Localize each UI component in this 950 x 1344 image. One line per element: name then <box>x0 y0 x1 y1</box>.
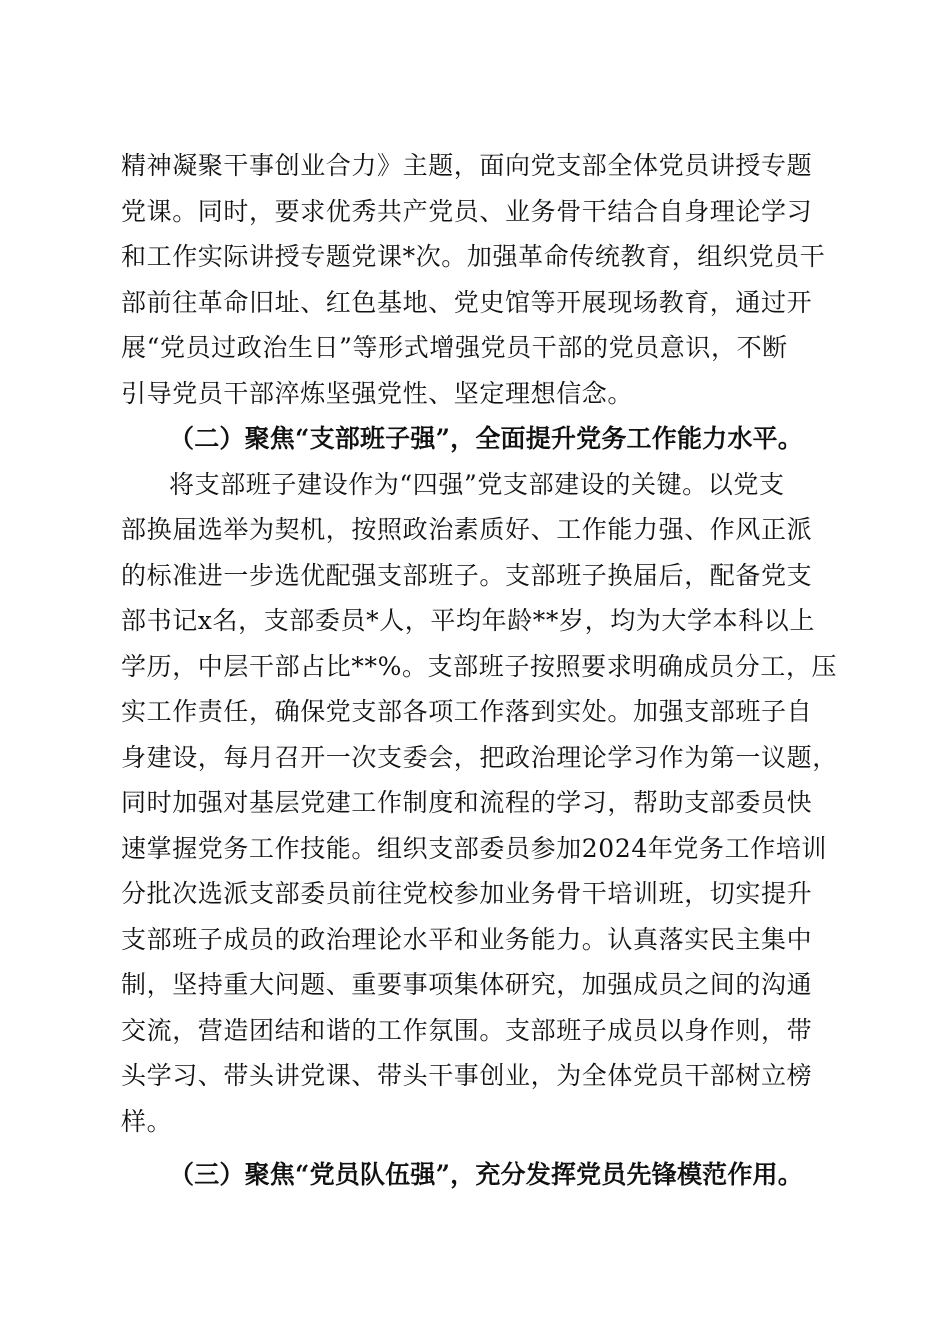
paragraph-spacing <box>121 1144 839 1152</box>
text-line: 部书记x名，支部委员*人，平均年龄**岁，均为大学本科以上 <box>121 606 816 635</box>
text-line: 身建设，每月召开一次支委会，把政治理论学习作为第一议题， <box>121 742 838 772</box>
text-line: 同时加强对基层党建工作制度和流程的学习，帮助支部委员快 <box>121 788 813 817</box>
section-heading-3: （三）聚焦“党员队伍强”，充分发挥党员先锋模范作用。 <box>169 1160 803 1189</box>
text-line: 部换届选举为契机，按照政治素质好、工作能力强、作风正派 <box>121 515 813 544</box>
text-line: 和工作实际讲授专题党课*次。加强革命传统教育，组织党员干 <box>121 242 826 271</box>
document-body <box>121 143 839 1198</box>
text-line: 将支部班子建设作为“四强”党支部建设的关键。以党支 <box>169 469 785 499</box>
text-line: 头学习、带头讲党课、带头干事创业，为全体党员干部树立榜 <box>121 1061 813 1090</box>
text-line: 支部班子成员的政治理论水平和业务能力。认真落实民主集中 <box>121 924 813 954</box>
text-line: 样。 <box>121 1106 173 1136</box>
text-line: 的标准进一步选优配强支部班子。支部班子换届后，配备党支 <box>121 560 813 590</box>
text-line: 制，坚持重大问题、重要事项集体研究，加强成员之间的沟通 <box>121 970 813 999</box>
paragraph-branch-committee <box>121 462 839 1145</box>
section-heading-2: （二）聚焦“支部班子强”，全面提升党务工作能力水平。 <box>169 424 803 453</box>
text-line: 交流，营造团结和谐的工作氛围。支部班子成员以身作则，带 <box>121 1015 813 1045</box>
text-line: 分批次选派支部委员前往党校参加业务骨干培训班，切实提升 <box>121 879 813 908</box>
text-line: 速掌握党务工作技能。组织支部委员参加2024年党务工作培训 <box>121 833 828 863</box>
text-line: 学历，中层干部占比**%。支部班子按照要求明确成员分工，压 <box>121 651 838 681</box>
paragraph-continued <box>121 143 839 416</box>
text-line: 精神凝聚干事创业合力》主题，面向党支部全体党员讲授专题 <box>121 151 813 180</box>
text-line: 展“党员过政治生日”等形式增强党员干部的党员意识，不断 <box>121 333 788 362</box>
text-line: 部前往革命旧址、红色基地、党史馆等开展现场教育，通过开 <box>121 287 813 317</box>
text-line: 党课。同时，要求优秀共产党员、业务骨干结合自身理论学习 <box>121 196 813 226</box>
text-line: 引导党员干部淬炼坚强党性、坚定理想信念。 <box>121 378 634 408</box>
text-line: 实工作责任，确保党支部各项工作落到实处。加强支部班子自 <box>121 697 813 726</box>
